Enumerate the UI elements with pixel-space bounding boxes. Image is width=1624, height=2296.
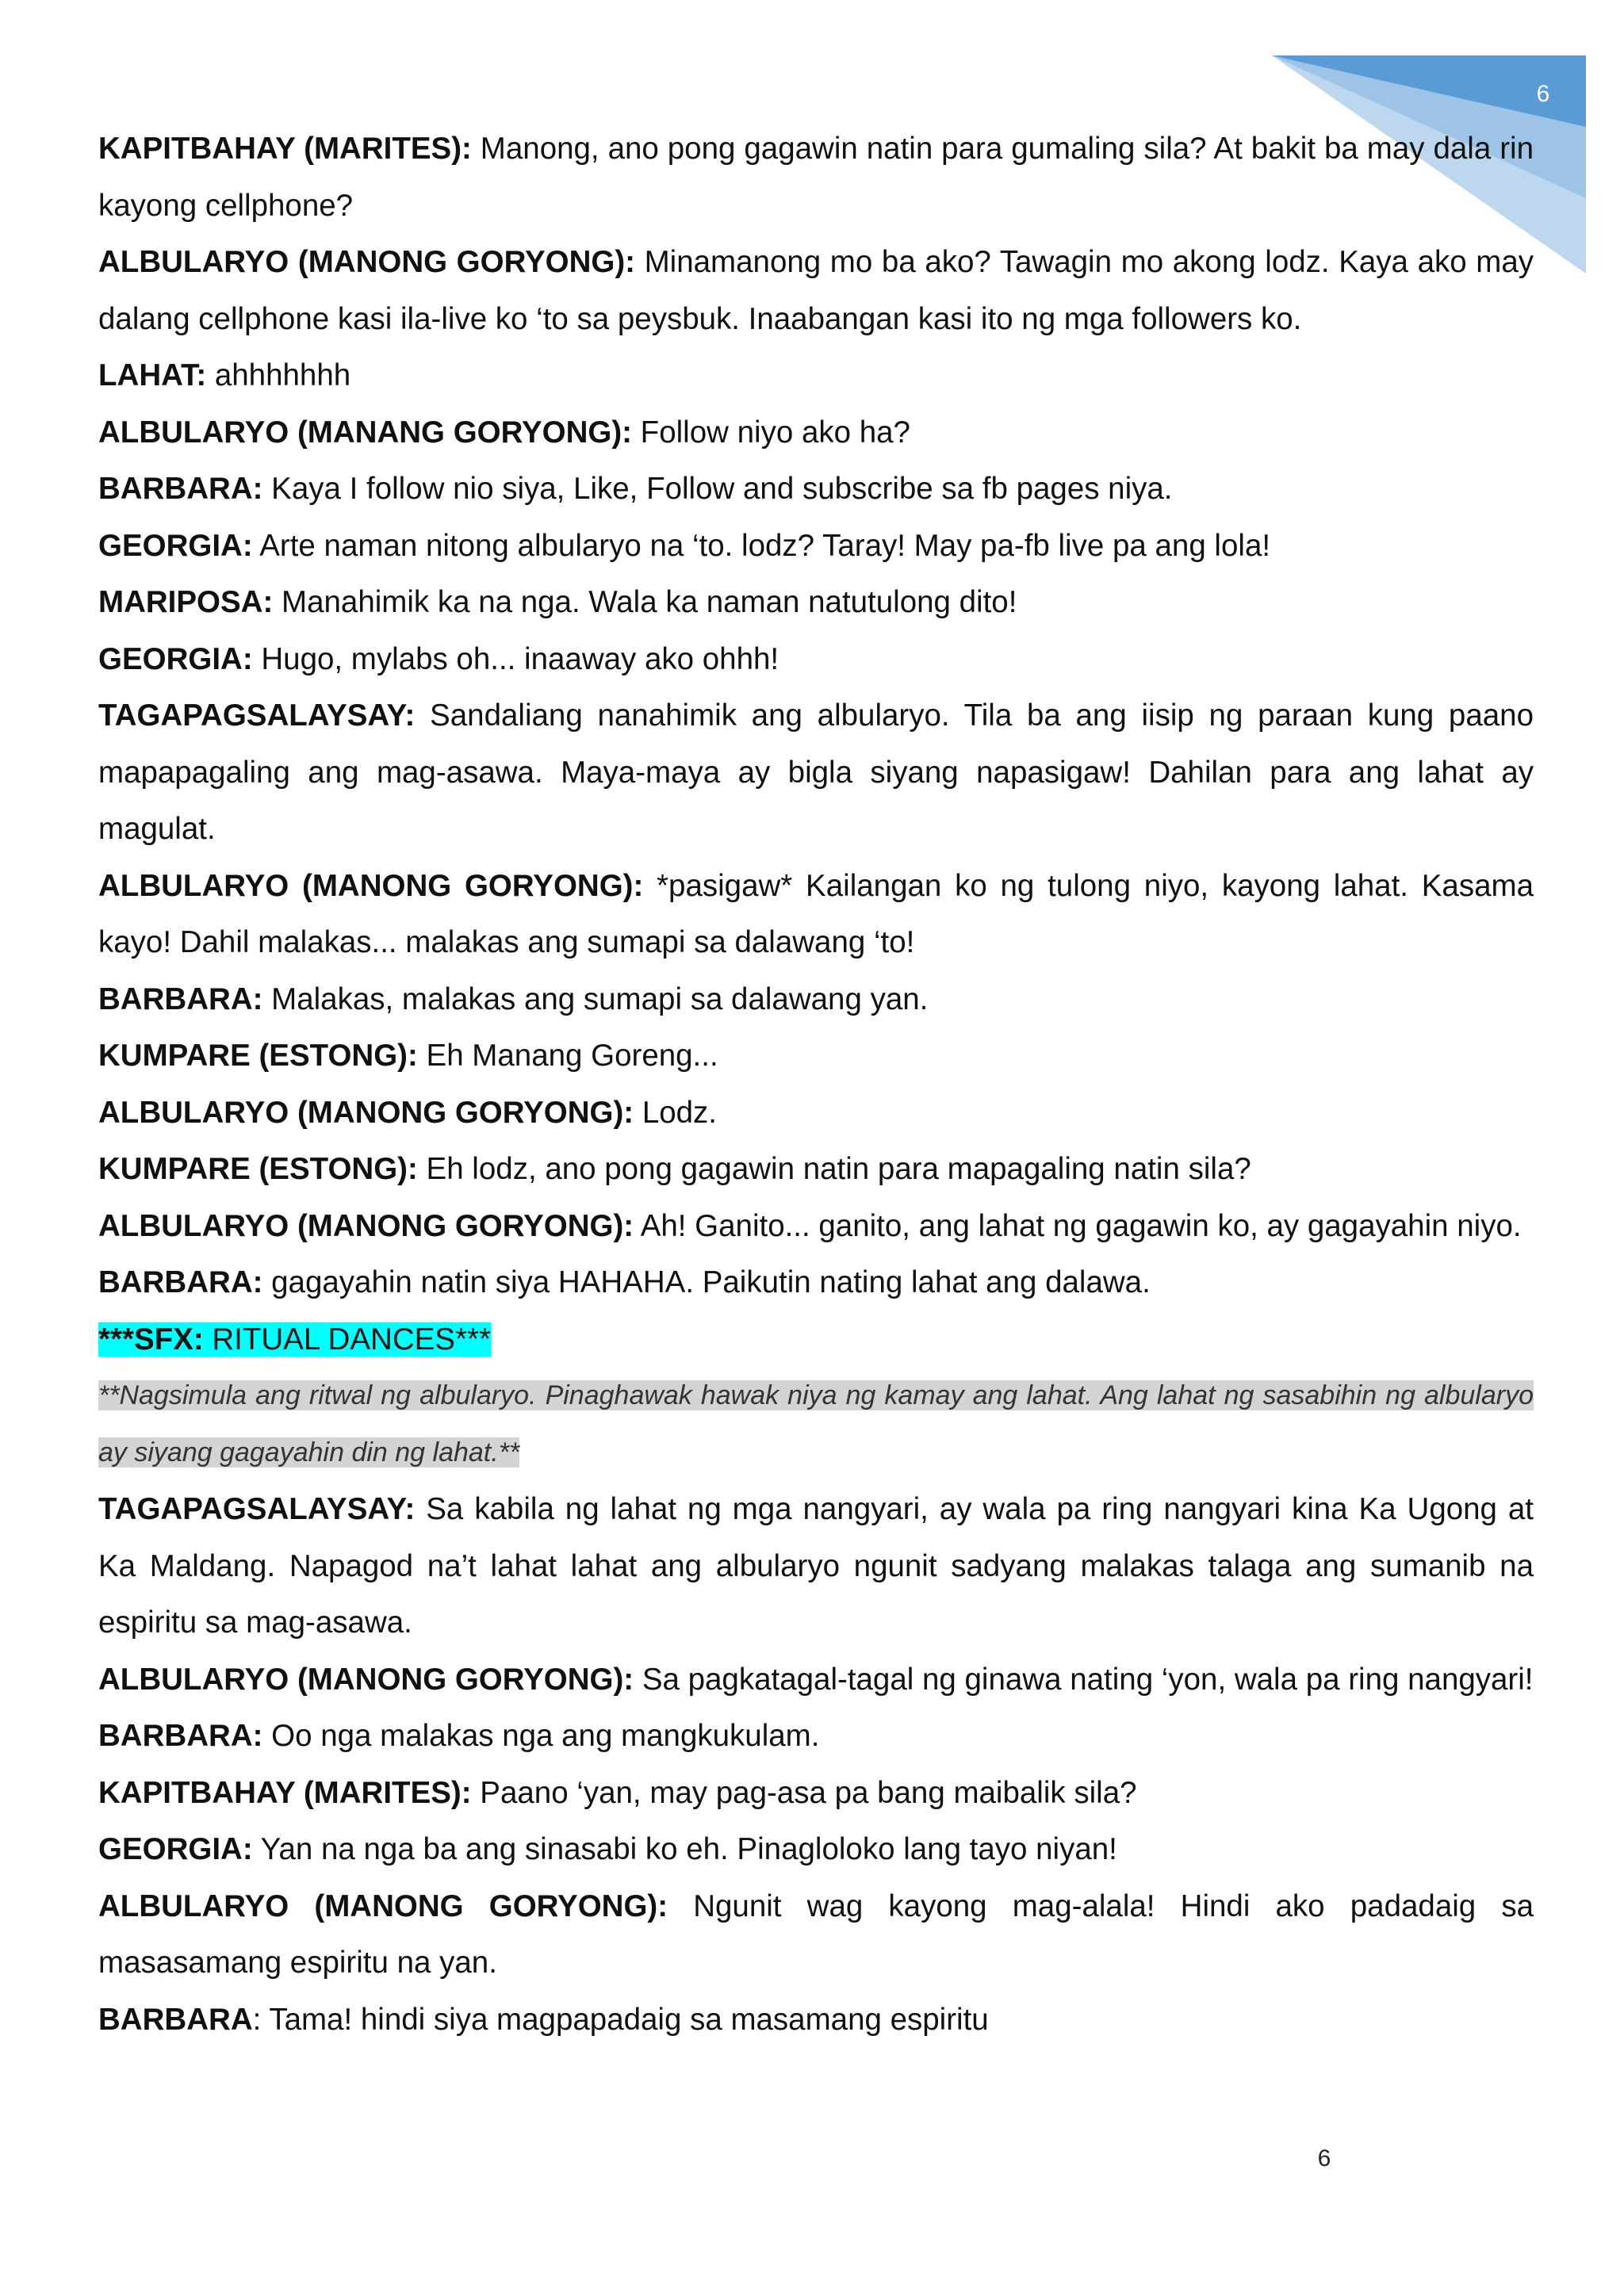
script-line <box>98 234 1534 347</box>
dialogue-text: Follow niyo ako ha? <box>631 415 910 450</box>
sfx-text: RITUAL DANCES*** <box>203 1322 491 1357</box>
dialogue-text: Manong, ano pong gagawin natin para gumaling sila? At bakit ba may dala rin kayong cellphone? <box>98 132 1534 223</box>
dialogue-text: Eh lodz, ano pong gagawin natin para mapagaling natin sila? <box>417 1152 1251 1186</box>
dialogue-text: Sa pagkatagal-tagal ng ginawa nating ‘yon, wala pa ring nangyari! <box>634 1662 1534 1697</box>
dialogue-text: gagayahin natin siya HAHAHA. Paikutin nating lahat ang dalawa. <box>262 1265 1151 1299</box>
speaker-name: BARBARA: <box>98 1719 263 1753</box>
speaker-name: BARBARA: <box>98 982 263 1016</box>
dialogue-text: Ngunit wag kayong mag-alala! Hindi ako padadaig sa masasamang espiritu na yan. <box>98 1888 1534 1980</box>
speaker-name: KAPITBAHAY (MARITES): <box>98 1775 472 1810</box>
script-line <box>98 1198 1534 1255</box>
dialogue-text: Hugo, mylabs oh... inaaway ako ohhh! <box>252 641 779 676</box>
speaker-name: ALBULARYO (MANONG GORYONG): <box>98 1095 634 1130</box>
speaker-name: ALBULARYO (MANONG GORYONG): <box>98 868 644 903</box>
script-line <box>98 1765 1534 1822</box>
script-line <box>98 971 1534 1028</box>
speaker-name: ALBULARYO (MANONG GORYONG): <box>98 1662 634 1697</box>
script-line <box>98 1708 1534 1765</box>
sfx-label: ***SFX: <box>98 1322 204 1357</box>
speaker-name: KAPITBAHAY (MARITES): <box>98 132 472 166</box>
script-line <box>98 1651 1534 1709</box>
dialogue-text: : Tama! hindi siya magpapadaig sa masamang espiritu <box>252 2002 989 2037</box>
speaker-name: GEORGIA: <box>98 641 253 676</box>
speaker-name: ALBULARYO (MANONG GORYONG): <box>98 245 635 279</box>
dialogue-text: ahhhhhhh <box>206 358 351 392</box>
dialogue-text: Kaya I follow nio siya, Like, Follow and subscribe sa fb pages niya. <box>262 472 1173 506</box>
speaker-name: LAHAT: <box>98 358 207 392</box>
speaker-name: TAGAPAGSALAYSAY: <box>98 698 416 733</box>
page-number-bottom: 6 <box>1317 2145 1331 2172</box>
script-line <box>98 1027 1534 1085</box>
dialogue-text: *pasigaw* Kailangan ko ng tulong niyo, kayong lahat. Kasama kayo! Dahil malakas... malakas ang sumapi sa dalawang ‘to! <box>98 868 1534 959</box>
dialogue-text: Arte naman nitong albularyo na ‘to. lodz? Taray! May pa-fb live pa ang lola! <box>252 528 1271 563</box>
speaker-name: BARBARA <box>98 2002 253 2037</box>
dialogue-text: Minamanong mo ba ako? Tawagin mo akong lodz. Kaya ako may dalang cellphone kasi ila-live ko ‘to sa peysbuk. Inaabangan kasi ito ng mga followers ko. <box>98 245 1534 336</box>
dialogue-text: Sa kabila ng lahat ng mga nangyari, ay wala pa ring nangyari kina Ka Ugong at Ka Maldang. Napagod na’t lahat lahat ang albularyo ngunit sadyang malakas talaga ang sumanib na espiritu sa mag-asawa. <box>98 1492 1534 1640</box>
dialogue-text: Sandaliang nanahimik ang albularyo. Tila ba ang iisip ng paraan kung paano mapapagaling ang mag-asawa. Maya-maya ay bigla siyang napasigaw! Dahilan para ang lahat ay magulat. <box>98 698 1534 846</box>
speaker-name: KUMPARE (ESTONG): <box>98 1039 418 1073</box>
script-line <box>98 1821 1534 1878</box>
script-line <box>98 1254 1534 1311</box>
script-line <box>98 1481 1534 1651</box>
dialogue-text: Paano ‘yan, may pag-asa pa bang maibalik sila? <box>471 1775 1137 1810</box>
script-line <box>98 1085 1534 1142</box>
dialogue-text: Yan na nga ba ang sinasabi ko eh. Pinagloloko lang tayo niyan! <box>252 1832 1117 1866</box>
speaker-name: TAGAPAGSALAYSAY: <box>98 1492 416 1526</box>
stage-direction-text: **Nagsimula ang ritwal ng albularyo. Pinaghawak hawak niya ng kamay ang lahat. Ang lahat ng sasabihin ng albularyo ay siyang gagayahin din ng lahat.** <box>98 1380 1534 1468</box>
speaker-name: ALBULARYO (MANONG GORYONG): <box>98 1888 668 1923</box>
dialogue-text: Manahimik ka na nga. Wala ka naman natutulong dito! <box>273 585 1017 619</box>
dialogue-text: Ah! Ganito... ganito, ang lahat ng gagawin ko, ay gagayahin niyo. <box>634 1208 1522 1243</box>
script-line <box>98 1141 1534 1198</box>
script-line <box>98 687 1534 858</box>
dialogue-text: Lodz. <box>634 1095 718 1130</box>
speaker-name: GEORGIA: <box>98 528 253 563</box>
dialogue-text: Eh Manang Goreng... <box>417 1039 718 1073</box>
script-line <box>98 631 1534 688</box>
script-line <box>98 574 1534 631</box>
script-line <box>98 518 1534 575</box>
script-line <box>98 1992 1534 2049</box>
script-line <box>98 858 1534 971</box>
speaker-name: BARBARA: <box>98 472 263 506</box>
speaker-name: BARBARA: <box>98 1265 263 1299</box>
dialogue-text: Oo nga malakas nga ang mangkukulam. <box>262 1719 820 1753</box>
script-line <box>98 1878 1534 1992</box>
sfx-cue <box>98 1311 1534 1368</box>
script-line <box>98 347 1534 404</box>
script-body <box>98 121 1534 2048</box>
speaker-name: ALBULARYO (MANONG GORYONG): <box>98 1208 634 1243</box>
sfx-highlight <box>98 1322 491 1357</box>
stage-direction <box>98 1368 1534 1481</box>
script-line <box>98 404 1534 461</box>
speaker-name: ALBULARYO (MANANG GORYONG): <box>98 415 632 450</box>
speaker-name: GEORGIA: <box>98 1832 253 1866</box>
script-line <box>98 121 1534 234</box>
script-line <box>98 461 1534 518</box>
page-number-top: 6 <box>1536 81 1550 107</box>
dialogue-text: Malakas, malakas ang sumapi sa dalawang yan. <box>262 982 929 1016</box>
speaker-name: MARIPOSA: <box>98 585 274 619</box>
speaker-name: KUMPARE (ESTONG): <box>98 1152 418 1186</box>
